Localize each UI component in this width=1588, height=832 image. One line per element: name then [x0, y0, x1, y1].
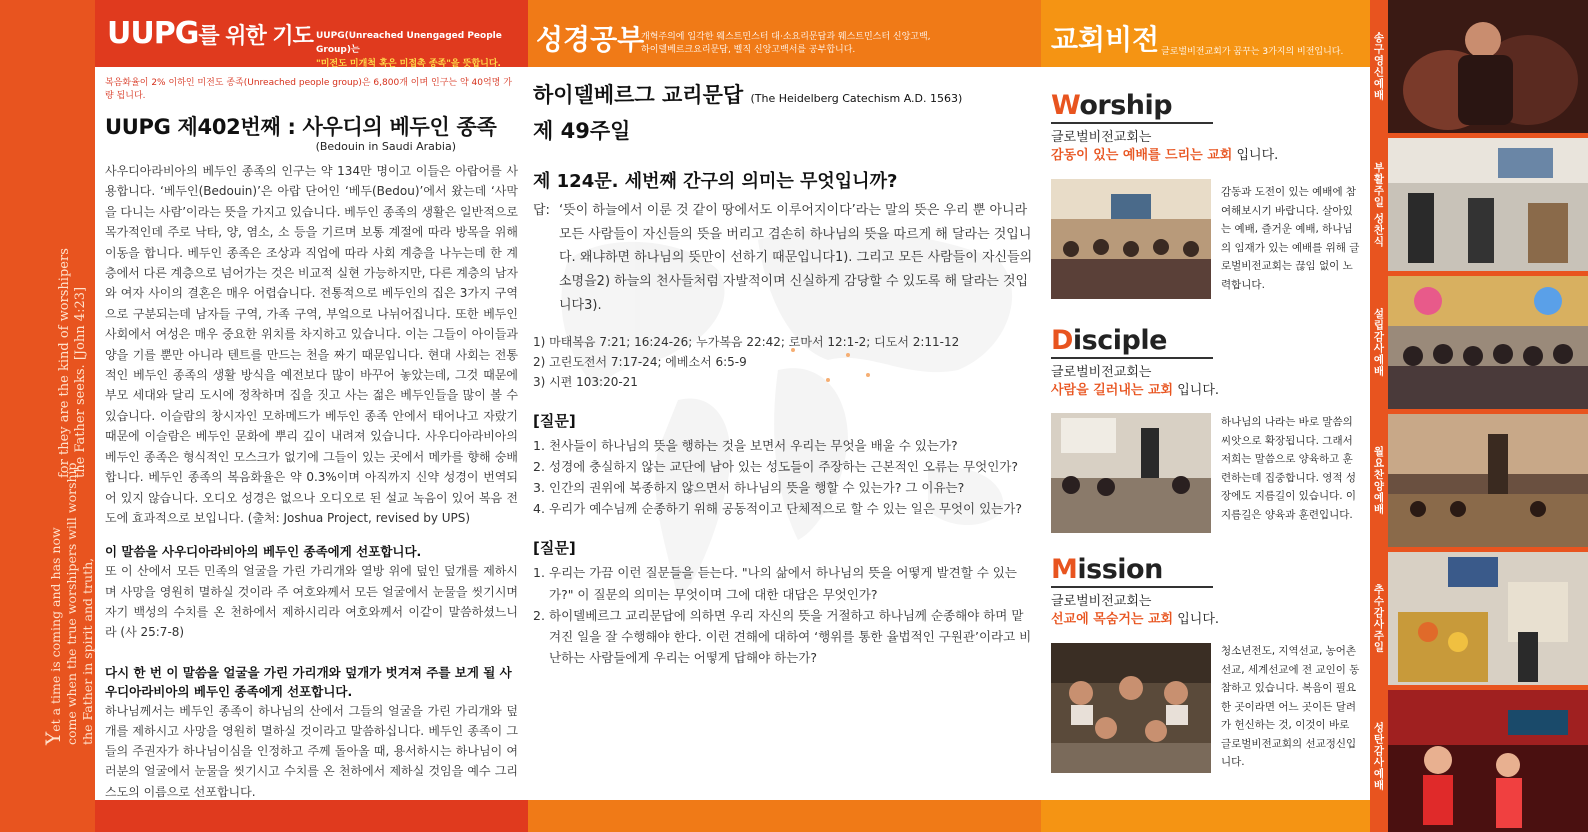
verse-line-group-2 — [41, 462, 96, 745]
mission-lead-prefix: 글로벌비전교회는 — [1051, 594, 1152, 609]
mission-title-cap: M — [1051, 554, 1078, 585]
answer-label: 답: — [533, 203, 550, 218]
bible-header-title: 성경공부 — [536, 23, 645, 56]
question-item — [533, 605, 1033, 669]
worship-title-rest: orship — [1079, 90, 1173, 121]
worship-title — [1051, 90, 1361, 121]
answer-text: ‘뜻이 하늘에서 이룬 것 같이 땅에서도 이루어지이다’라는 말의 뜻은 우리 뿐 아니라 모든 사람들이 자신들의 뜻을 버리고 겸손히 하나님의 뜻을 따르게 해 달라는 것입니다. 왜냐하면 하나님의 뜻만이 선하기 때문입니다1). 그리고 모든 사람들이 자신들의 소명을2) 하늘의 천사들처럼 자발적이며 신실하게 감당할 수 있도록 해 달라는 것입니다3). — [559, 203, 1033, 313]
photo-caption-text: 부활주일 성찬식 — [1372, 161, 1385, 248]
verse-line-3a-text: et a time is coming and has now — [48, 527, 63, 732]
left-decor-strip — [0, 0, 95, 832]
question-number: 2. — [533, 458, 545, 474]
question-item — [533, 562, 1033, 604]
question-text: 우리가 예수님께 순종하기 위해 공동적이고 단체적으로 할 수 있는 일은 무엇이 있는가? — [549, 501, 1022, 517]
catechism-title — [533, 79, 1033, 147]
bible-study-column — [533, 67, 1033, 668]
uupg-header-sub-line1: UUPG(Unreached Unengaged People Group)는 — [316, 31, 502, 55]
photo-caption — [1370, 138, 1388, 271]
uupg-header-subtitle — [316, 29, 528, 71]
disciple-title — [1051, 325, 1361, 356]
verse-john-4-23 — [0, 0, 95, 832]
reference-item: 1) 마태복음 7:21; 16:24-26; 누가복음 22:42; 로마서 12:1-2; 디도서 2:11-12 — [533, 334, 960, 349]
uupg-header-sub-line2: "미전도 미개척 혹은 미접촉 종족"을 뜻합니다. — [316, 59, 501, 69]
photo-caption — [1370, 552, 1388, 685]
verse-initial: Y — [41, 731, 65, 745]
catechism-answer — [533, 199, 1033, 318]
question-text: 성경에 충실하지 않는 교단에 남아 있는 성도들이 주장하는 근본적인 오류는 무엇인가? — [549, 458, 1018, 474]
bible-header-subtitle — [641, 31, 931, 57]
mission-description: 청소년전도, 지역선교, 농어촌선교, 세계선교에 전 교인이 동참하고 있습니다. 복음이 필요한 곳이라면 어느 곳이든 달려가 헌신하는 것, 이것이 바로 글로벌비전교회의 선교정신입니다. — [1221, 645, 1360, 768]
questions-1-list — [533, 435, 1033, 520]
bible-header-sub-line2: 하이델베르크요리문답, 벨직 신앙고백서를 공부합니다. — [641, 45, 856, 55]
catechism-title-en: (The Heidelberg Catechism A.D. 1563) — [750, 92, 963, 105]
disciple-title-rest: isciple — [1072, 325, 1167, 356]
declaration-2-body: 하나님께서는 베두인 종족이 하나님의 산에서 그들의 얼굴을 가린 가리개와 덮개를 제하시고 사망을 영원히 멸하실 것이라고 말씀하십니다. 베두인 종족이 그들의 주권자가 하나님이심을 인정하고 주께 돌아올 때, 용서하시는 하나님이 여러분의 얼굴에서 눈물을 씻기시고 수치를 온 천하에서 제하실 것임을 예수 그리스도의 이름으로 선포합니다. — [105, 703, 518, 799]
declaration-1-title: 이 말씀을 사우디아라비아의 베두인 종족에게 선포합니다. — [105, 544, 422, 560]
verse-line-3c: the Father in spirit and truth, — [80, 557, 95, 745]
question-number: 3. — [533, 479, 545, 495]
vision-mission — [1051, 554, 1361, 629]
worship-lead-highlight: 감동이 있는 예배를 드리는 교회 — [1051, 148, 1233, 163]
header-uupg — [95, 0, 528, 67]
photo-thanksgiving — [1372, 552, 1588, 685]
disciple-lead-highlight: 사람을 길러내는 교회 — [1051, 383, 1174, 398]
question-number: 1. — [533, 565, 545, 581]
title-underline — [1051, 122, 1213, 124]
question-text: 인간의 권위에 복종하지 않으면서 하나님의 뜻을 행할 수 있는가? 그 이유는? — [549, 479, 965, 495]
photo-caption-text: 추수감사주일 — [1372, 584, 1385, 653]
question-text: 천사들이 하나님의 뜻을 행하는 것을 보면서 우리는 무엇을 배울 수 있는가? — [549, 437, 958, 453]
uupg-header-title-rest: 를 위한 기도 — [198, 24, 313, 49]
footer-bar-vision — [1041, 800, 1370, 832]
photo-image — [1388, 690, 1588, 832]
catechism-question: 제 124문. 세번째 간구의 의미는 무엇입니까? — [533, 171, 898, 192]
mission-lead-highlight: 선교에 목숨거는 교회 — [1051, 612, 1174, 627]
uupg-body: 사우디아라비아의 베두인 종족의 인구는 약 134만 명이고 이들은 아랍어를 사용합니다. ‘베두인(Bedouin)’은 아랍 단어인 ‘베두(Bedou)’에서 왔는데 ‘사막을 다니는 사람’이라는 뜻을 가지고 있습니다. 베두인 종족의 생활은 일반적으로 목가적인데 주로 낙타, 양, 염소, 소 등을 기르며 보통 계절에 따라 방목을 위해 이동을 합니다. 베두인 종족은 조상과 직업에 따라 사회 계층을 나누는데 한 계층에서 다른 계층으로 넘어가는 것은 비교적 실현 가능하지만, 다른 계층의 남자와 여자 사이의 결혼은 매우 어렵습니다. 전통적으로 베두인의 집은 3가지 구역으로 구분되는데 남자들 구역, 가족 구역, 부엌으로 나뉘어집니다. 또한 베두인 사회에서 여성은 매우 중요한 위치를 차지하고 있습니다. 이는 그들이 아이들과 양을 기를 뿐만 아니라 텐트를 만드는 천을 짜기 때문입니다. 현대 사회는 전통적인 베두인 종족의 생활 방식을 예전보다 많이 바꾸어 놓았는데, 그것 때문에 부모 세대와 달리 도시에 정착하며 집을 짓고 사는 젊은 베두인들을 많이 볼 수 있습니다. 이슬람의 창시자인 모하메드가 베두인 종족 안에서 태어나고 자랐기 때문에 이슬람은 베두인 문화에 뿌리 깊이 내려져 있습니다. 사우디아라비아의 베두인 종족은 형식적인 모스크가 없기에 그들이 있는 곳에서 메카를 향해 숭배합니다. 베두인 종족의 복음화율은 약 0.3%이며 아직까지 신약 성경이 번역되어 있지 않습니다. 오디오 성경은 없으나 오디오로 된 설교 녹음이 있어 복음 전도에 효과적으로 보입니다. (출처: Joshua Project, revised by UPS) — [105, 164, 518, 525]
disciple-lead — [1051, 364, 1361, 400]
disciple-photo — [1051, 413, 1211, 533]
vision-header-subtitle: 글로벌비전교회가 꿈꾸는 3가지의 비전입니다. — [1161, 47, 1344, 57]
question-text: 하이델베르그 교리문답에 의하면 우리 자신의 뜻을 거절하고 하나님께 순종해야 하며 맡겨진 일을 잘 수행해야 한다. 이런 견해에 대하여 ‘행위를 통한 율법적인 구원관’이라고 비난하는 사람들에게 우리는 어떻게 답해야 하는가? — [549, 607, 1032, 666]
question-item — [533, 435, 1033, 456]
scripture-references — [533, 332, 1033, 392]
verse-line-3b: come when the true worshipers will worship — [64, 462, 79, 745]
footer-bar-uupg — [95, 800, 528, 832]
worship-lead — [1051, 129, 1361, 165]
verse-line-1: for they are the kind of worshipers — [57, 248, 72, 478]
question-number: 4. — [533, 501, 545, 517]
catechism-week: 제 49주일 — [533, 119, 631, 143]
photo-caption-text: 성탄감사예배 — [1372, 722, 1385, 791]
question-item — [533, 498, 1033, 519]
reference-item: 2) 고린도전서 7:17-24; 에베소서 6:5-9 — [533, 354, 747, 369]
catechism-title-ko: 하이델베르그 교리문답 — [533, 83, 744, 107]
photo-easter-communion — [1372, 138, 1588, 271]
worship-lead-suffix: 입니다. — [1232, 148, 1279, 163]
uupg-title: UUPG 제402번째 : 사우디의 베두인 종족 — [105, 115, 497, 139]
question-number: 2. — [533, 607, 545, 623]
declaration-1-body: 또 이 산에서 모든 민족의 얼굴을 가린 가리개와 열방 위에 덮인 덮개를 제하시며 사망을 영원히 멸하실 것이라 주 여호와께서 모든 얼굴에서 눈물을 씻기시며 자기 백성의 수치를 온 천하에서 제하시리라 여호와께서 이같이 말씀하셨느니라 (사 25:7-8) — [105, 564, 518, 640]
photo-image — [1388, 276, 1588, 409]
photo-image — [1388, 414, 1588, 547]
photo-caption — [1370, 690, 1388, 823]
uupg-header-title — [107, 16, 313, 51]
disciple-title-cap: D — [1051, 325, 1073, 356]
disciple-description: 하나님의 나라는 바로 말씀의 씨앗으로 확장됩니다. 그래서 저희는 말씀으로 양육하고 훈련하는데 집중합니다. 영적 성장에도 지름길이 있습니다. 이 지름길은 양육과 훈련입니다. — [1221, 416, 1357, 521]
verse-line-group-1 — [57, 248, 89, 478]
photo-caption — [1370, 276, 1388, 409]
footer-bar-bible — [528, 800, 1041, 832]
worship-lead-prefix: 글로벌비전교회는 — [1051, 130, 1152, 145]
photo-image — [1388, 552, 1588, 685]
disciple-lead-suffix: 입니다. — [1173, 383, 1220, 398]
worship-lead-line — [1051, 147, 1361, 165]
question-item — [533, 477, 1033, 498]
photo-caption-text: 설립감사예배 — [1372, 308, 1385, 377]
questions-2-list — [533, 562, 1033, 668]
photo-caption — [1370, 0, 1388, 133]
photo-caption-text: 송구영신예배 — [1372, 32, 1385, 101]
mission-lead — [1051, 593, 1361, 629]
worship-photo — [1051, 179, 1211, 299]
uupg-note: 복음화율이 2% 이하인 미전도 종족(Unreached people group)은 6,800개 이며 인구는 약 40억명 가량 됩니다. — [105, 78, 512, 101]
question-item — [533, 456, 1033, 477]
declaration-2-title: 다시 한 번 이 말씀을 얼굴을 가린 가리개와 덮개가 벗겨져 주를 보게 될 사우디아라비아의 베두인 종족에게 선포합니다. — [105, 664, 512, 699]
photo-image — [1388, 0, 1588, 133]
mission-lead-suffix: 입니다. — [1173, 612, 1220, 627]
questions-1-heading: [질문] — [533, 411, 576, 430]
title-underline — [1051, 586, 1213, 588]
header-church-vision — [1041, 0, 1370, 67]
questions-2-heading: [질문] — [533, 539, 576, 558]
photo-christmas-service — [1372, 690, 1588, 823]
photo-monday-praise — [1372, 414, 1588, 547]
worship-title-cap: W — [1051, 90, 1080, 121]
verse-line-3a — [41, 462, 65, 745]
vision-worship — [1051, 90, 1361, 165]
header-bible-study — [528, 0, 1041, 67]
photo-new-year-service — [1372, 0, 1588, 133]
mission-photo — [1051, 643, 1211, 763]
photo-column — [1372, 0, 1588, 832]
question-text: 우리는 가끔 이런 질문들을 듣는다. "나의 삶에서 하나님의 뜻을 어떻게 발견할 수 있는가?" 이 질문의 의미는 무엇이며 그에 대한 대답은 무엇인가? — [549, 565, 1017, 602]
vision-disciple — [1051, 325, 1361, 400]
disciple-lead-line — [1051, 382, 1361, 400]
disciple-lead-prefix: 글로벌비전교회는 — [1051, 365, 1152, 380]
photo-image — [1388, 138, 1588, 271]
question-number: 1. — [533, 437, 545, 453]
photo-caption — [1370, 414, 1388, 547]
photo-founding-service — [1372, 276, 1588, 409]
uupg-title-en: (Bedouin in Saudi Arabia) — [315, 140, 456, 153]
photo-caption-text: 월요찬양예배 — [1372, 446, 1385, 515]
verse-line-2: the Father seeks. [John 4:23] — [73, 286, 88, 478]
vision-header-title: 교회비전 — [1051, 23, 1160, 56]
mission-lead-line — [1051, 611, 1361, 629]
uupg-header-title-main: UUPG — [107, 16, 199, 51]
mission-title-rest: ission — [1077, 554, 1163, 585]
reference-item: 3) 시편 103:20-21 — [533, 374, 638, 389]
uupg-column — [105, 67, 518, 802]
worship-description: 감동과 도전이 있는 예배에 참여해보시기 바랍니다. 살아있는 예배, 즐거운 예배, 하나님의 임재가 있는 예배를 위해 글로벌비전교회는 끊임 없이 노력합니다. — [1221, 186, 1360, 291]
mission-title — [1051, 554, 1361, 585]
title-underline — [1051, 357, 1213, 359]
bible-header-sub-line1: 개혁주의에 입각한 웨스트민스터 대·소요리문답과 웨스트민스터 신앙고백, — [641, 32, 931, 42]
